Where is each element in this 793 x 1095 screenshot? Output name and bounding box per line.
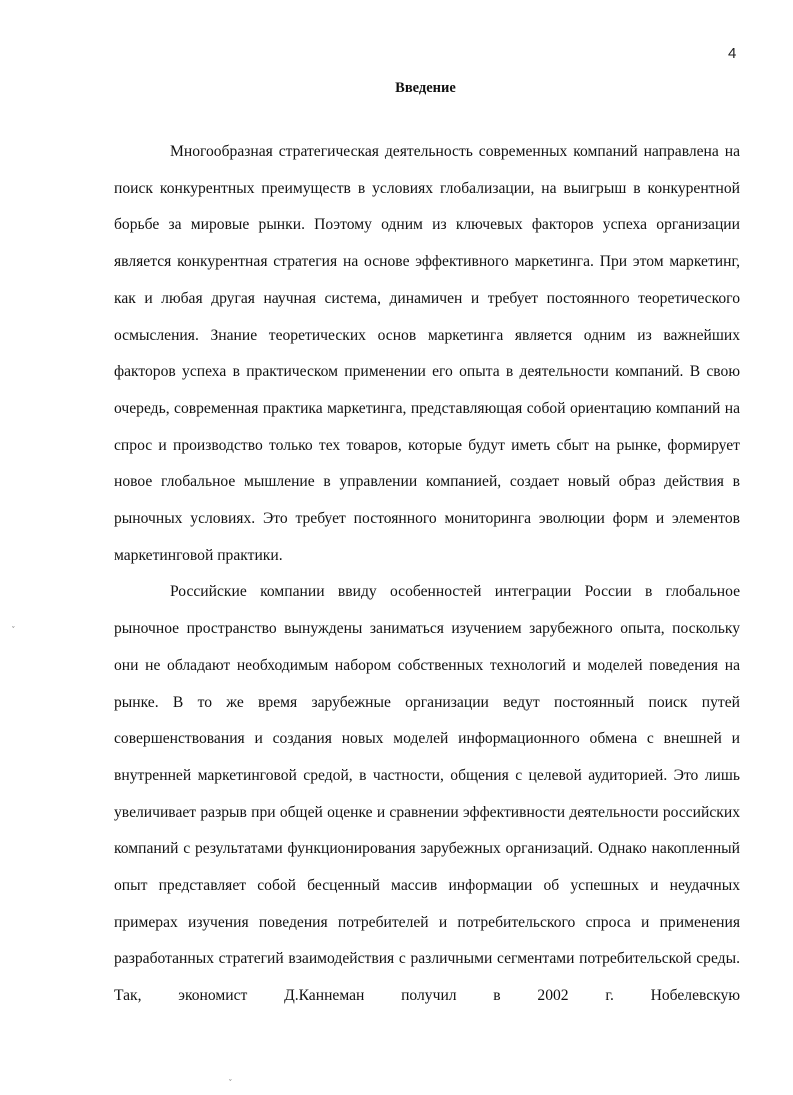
paragraph: Многообразная стратегическая деятельность современных компаний направлена на поиск конкурентных преимуществ в условиях глобализации, на выигрыш в конкурентной борьбе за мировые рынки. Поэтому одним из ключевых факторов успеха организации является конкурентная стратегия на основе эффективного маркетинга. При этом маркетинг, как и любая другая научная система, динамичен и требует постоянного теоретического осмысления. Знание теоретических основ маркетинга является одним из важнейших факторов успеха в практическом применении его опыта в деятельности компаний. В свою очередь, современная практика маркетинга, представляющая собой ориентацию компаний на спрос и производство только тех товаров, которые будут иметь сбыт на рынке, формирует новое глобальное мышление в управлении компанией, создает новый образ действия в рыночных условиях. Это требует постоянного мониторинга эволюции форм и элементов маркетинговой практики.	[114, 143, 740, 564]
page-number: 4	[728, 45, 737, 62]
scan-mark: ˇ	[12, 625, 15, 634]
document-body	[114, 134, 740, 1015]
page-title: Введение	[395, 80, 456, 96]
paragraph: Российские компании ввиду особенностей интеграции России в глобальное рыночное пространство вынуждены заниматься изучением зарубежного опыта, поскольку они не обладают необходимым набором собственных технологий и моделей поведения на рынке. В то же время зарубежные организации ведут постоянный поиск путей совершенствования и создания новых моделей информационного обмена с внешней и внутренней маркетинговой средой, в частности, общения с целевой аудиторией. Это лишь увеличивает разрыв при общей оценке и сравнении эффективности деятельности российских компаний с результатами функционирования зарубежных организаций. Однако накопленный опыт представляет собой бесценный массив информации об успешных и неудачных примерах изучения поведения потребителей и потребительского спроса и применения разработанных стратегий взаимодействия с различными сегментами потребительской среды. Так, экономист Д.Каннеман получил в 2002 г. Нобелевскую	[114, 583, 740, 1005]
scan-mark: ˇ	[229, 1078, 232, 1087]
